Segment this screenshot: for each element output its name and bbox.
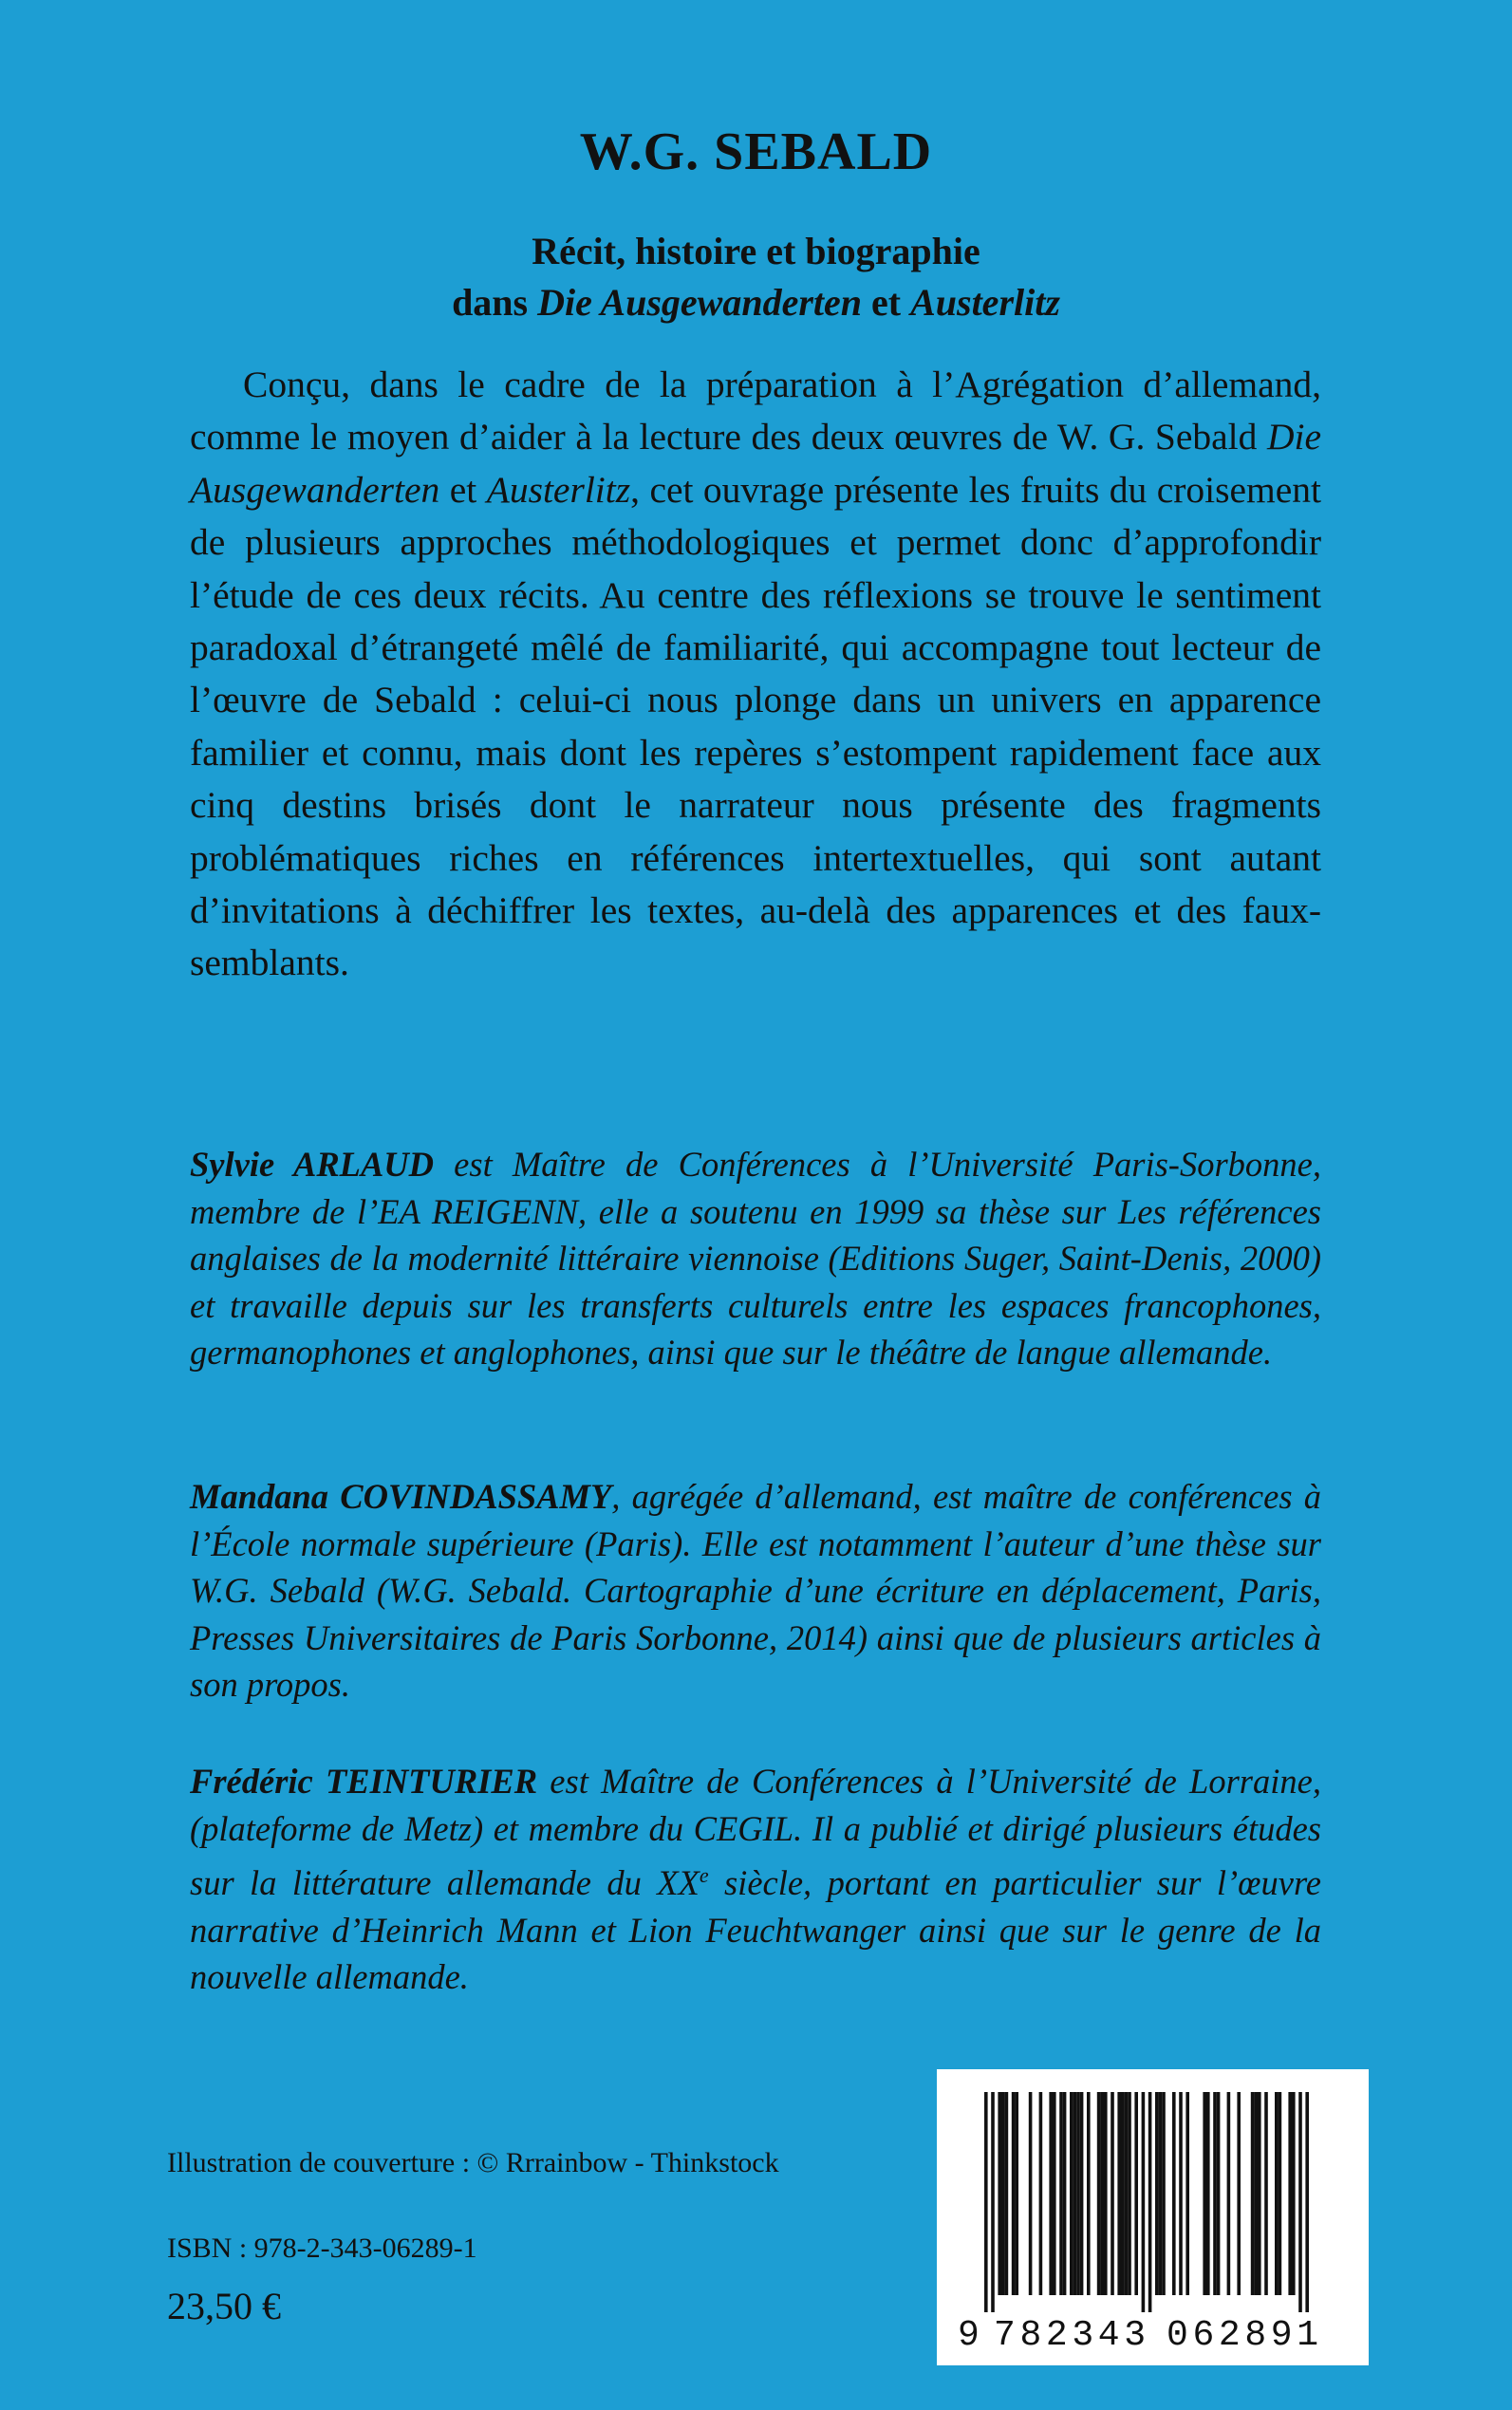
subtitle-work-2: Austerlitz <box>910 281 1060 324</box>
barcode-bar <box>1039 2092 1043 2295</box>
barcode-bar <box>998 2092 1001 2295</box>
barcode-bar <box>1029 2092 1033 2295</box>
barcode-bar <box>1063 2092 1067 2295</box>
subtitle-mid: et <box>862 281 911 324</box>
barcode-bar <box>1073 2092 1077 2295</box>
barcode-bars <box>984 2092 1309 2312</box>
barcode-bar <box>1134 2092 1138 2295</box>
barcode-bar <box>1279 2092 1282 2295</box>
barcode-left-digits: 782343 <box>994 2315 1146 2356</box>
barcode-bar <box>1206 2092 1210 2295</box>
barcode-bar <box>1104 2092 1108 2295</box>
author-bio-text-end: siècle, portant en particulier sur l’œuvre narrative d’Heinrich Mann et Lion Feuchtwanger ainsi que sur le genre de la nouvelle allemande. <box>190 1863 1322 1997</box>
author-name: Mandana COVINDASSAMY <box>190 1477 612 1516</box>
barcode-bar <box>1203 2092 1206 2295</box>
barcode-bar <box>1125 2092 1129 2295</box>
summary-part-2: , cet ouvrage présente les fruits du croisement de plusieurs approches méthodologiques et permet donc d’approfondir l’étude de ces deux récits. Au centre des réflexions se trouve le sentiment paradoxal d’étrangeté mêlé de familiarité, qui accompagne tout lecteur de l’œuvre de Sebald : celui-ci nous plonge dans un univers en apparence familier et connu, mais dont les repères s’estompent rapidement face aux cinq destins brisés dont le narrateur nous présente des fragments problématiques riches en références intertextuelles, qui sont autant d’invitations à déchiffrer les textes, au-delà des apparences et des faux-semblants. <box>190 468 1321 984</box>
barcode-bar <box>1059 2092 1063 2295</box>
author-bio-text: est Maître de Conférences à l’Université de Lorraine, (plateforme de Metz) et membre du CEGIL. Il a publié et dirigé plusieurs études sur la littérature allemande du XX <box>190 1762 1321 1903</box>
barcode-bar <box>1185 2092 1189 2295</box>
summary-work-2: Austerlitz <box>486 468 631 511</box>
barcode-bar <box>1254 2092 1258 2295</box>
summary-work-1: Die Ausgewanderten <box>190 416 1321 511</box>
barcode-bar <box>1264 2092 1268 2295</box>
subtitle-work-1: Die Ausgewanderten <box>537 281 862 324</box>
barcode-bar <box>1298 2092 1302 2312</box>
barcode-bar <box>1288 2092 1292 2295</box>
summary-mid: et <box>439 468 487 511</box>
barcode-bar <box>1128 2092 1131 2295</box>
barcode-right-digits: 062891 <box>1167 2315 1318 2356</box>
author-bio-arlaud <box>190 1141 1321 1376</box>
barcode-bar <box>1275 2092 1279 2295</box>
barcode-bar <box>1172 2092 1176 2295</box>
summary-paragraph <box>190 359 1321 990</box>
price: 23,50 € <box>167 2285 281 2327</box>
subtitle-prefix: dans <box>452 281 538 324</box>
summary-part-1: Conçu, dans le cadre de la préparation à l’Agrégation d’allemand, comme le moyen d’aider à la lecture des deux œuvres de W. G. Sebald <box>190 364 1321 458</box>
barcode-bar <box>1251 2092 1255 2295</box>
barcode-bar <box>1001 2092 1005 2295</box>
author-name: Frédéric TEINTURIER <box>190 1762 538 1801</box>
barcode-bar <box>1121 2092 1125 2295</box>
barcode-bar <box>1237 2092 1241 2295</box>
barcode-bar <box>1080 2092 1084 2295</box>
barcode-bar <box>991 2092 995 2312</box>
barcode-bar <box>1162 2092 1166 2295</box>
barcode-bar <box>1015 2092 1018 2295</box>
book-title: W.G. SEBALD <box>579 122 933 181</box>
barcode-bar <box>1159 2092 1163 2295</box>
barcode-bar <box>1097 2092 1101 2295</box>
barcode-bar <box>984 2092 988 2312</box>
barcode-bar <box>1111 2092 1114 2295</box>
author-bio-covindassamy <box>190 1473 1321 1709</box>
barcode-bar <box>1217 2092 1221 2295</box>
subtitle-line-2 <box>0 277 1512 328</box>
author-bio-text: est Maître de Conférences à l’Université Paris-Sorbonne, membre de l’EA REIGENN, elle a soutenu en 1999 sa thèse sur Les références anglaises de la modernité littéraire viennoise (Editions Suger, Saint-Denis, 2000) et travaille depuis sur les transferts culturels entre les espaces francophones, germanophones et anglophones, ainsi que sur le théâtre de langue allemande. <box>190 1145 1321 1372</box>
barcode-bar <box>1305 2092 1309 2312</box>
author-bio-text: , agrégée d’allemand, est maître de conférences à l’École normale supérieure (Paris). Elle est notamment l’auteur d’une thèse sur W.G. Sebald (W.G. Sebald. Cartographie d’une écriture en déplacement, Paris, Presses Universitaires de Paris Sorbonne, 2014) ainsi que de plusieurs articles à son propos. <box>190 1477 1322 1704</box>
book-subtitle <box>0 226 1512 328</box>
barcode-bar <box>1100 2092 1104 2295</box>
barcode-bar <box>1012 2092 1016 2295</box>
subtitle-line-1: Récit, histoire et biographie <box>532 230 980 272</box>
barcode-bar <box>1053 2092 1056 2295</box>
barcode-lead-digit: 9 <box>958 2315 980 2356</box>
barcode-bar <box>1070 2092 1073 2295</box>
barcode <box>937 2069 1369 2365</box>
barcode-bar <box>1155 2092 1159 2295</box>
barcode-bar <box>1148 2092 1152 2312</box>
barcode-bar <box>1142 2092 1146 2312</box>
barcode-bar <box>1292 2092 1296 2295</box>
cover-illustration-credit: Illustration de couverture : © Rrrainbow - Thinkstock <box>167 2147 779 2178</box>
barcode-bar <box>1213 2092 1217 2295</box>
barcode-bar <box>1227 2092 1231 2295</box>
barcode-graphic <box>937 2069 1369 2365</box>
barcode-bar <box>1258 2092 1261 2295</box>
barcode-bar <box>1179 2092 1183 2295</box>
barcode-bar <box>1076 2092 1080 2295</box>
barcode-bar <box>1049 2092 1053 2295</box>
author-bio-teinturier <box>190 1758 1321 2001</box>
author-name: Sylvie ARLAUD <box>190 1145 435 1184</box>
barcode-bar <box>1005 2092 1009 2295</box>
author-bio-superscript: e <box>699 1863 709 1887</box>
isbn: ISBN : 978-2-343-06289-1 <box>167 2233 477 2264</box>
barcode-bar <box>1087 2092 1091 2295</box>
barcode-bar <box>1117 2092 1121 2295</box>
